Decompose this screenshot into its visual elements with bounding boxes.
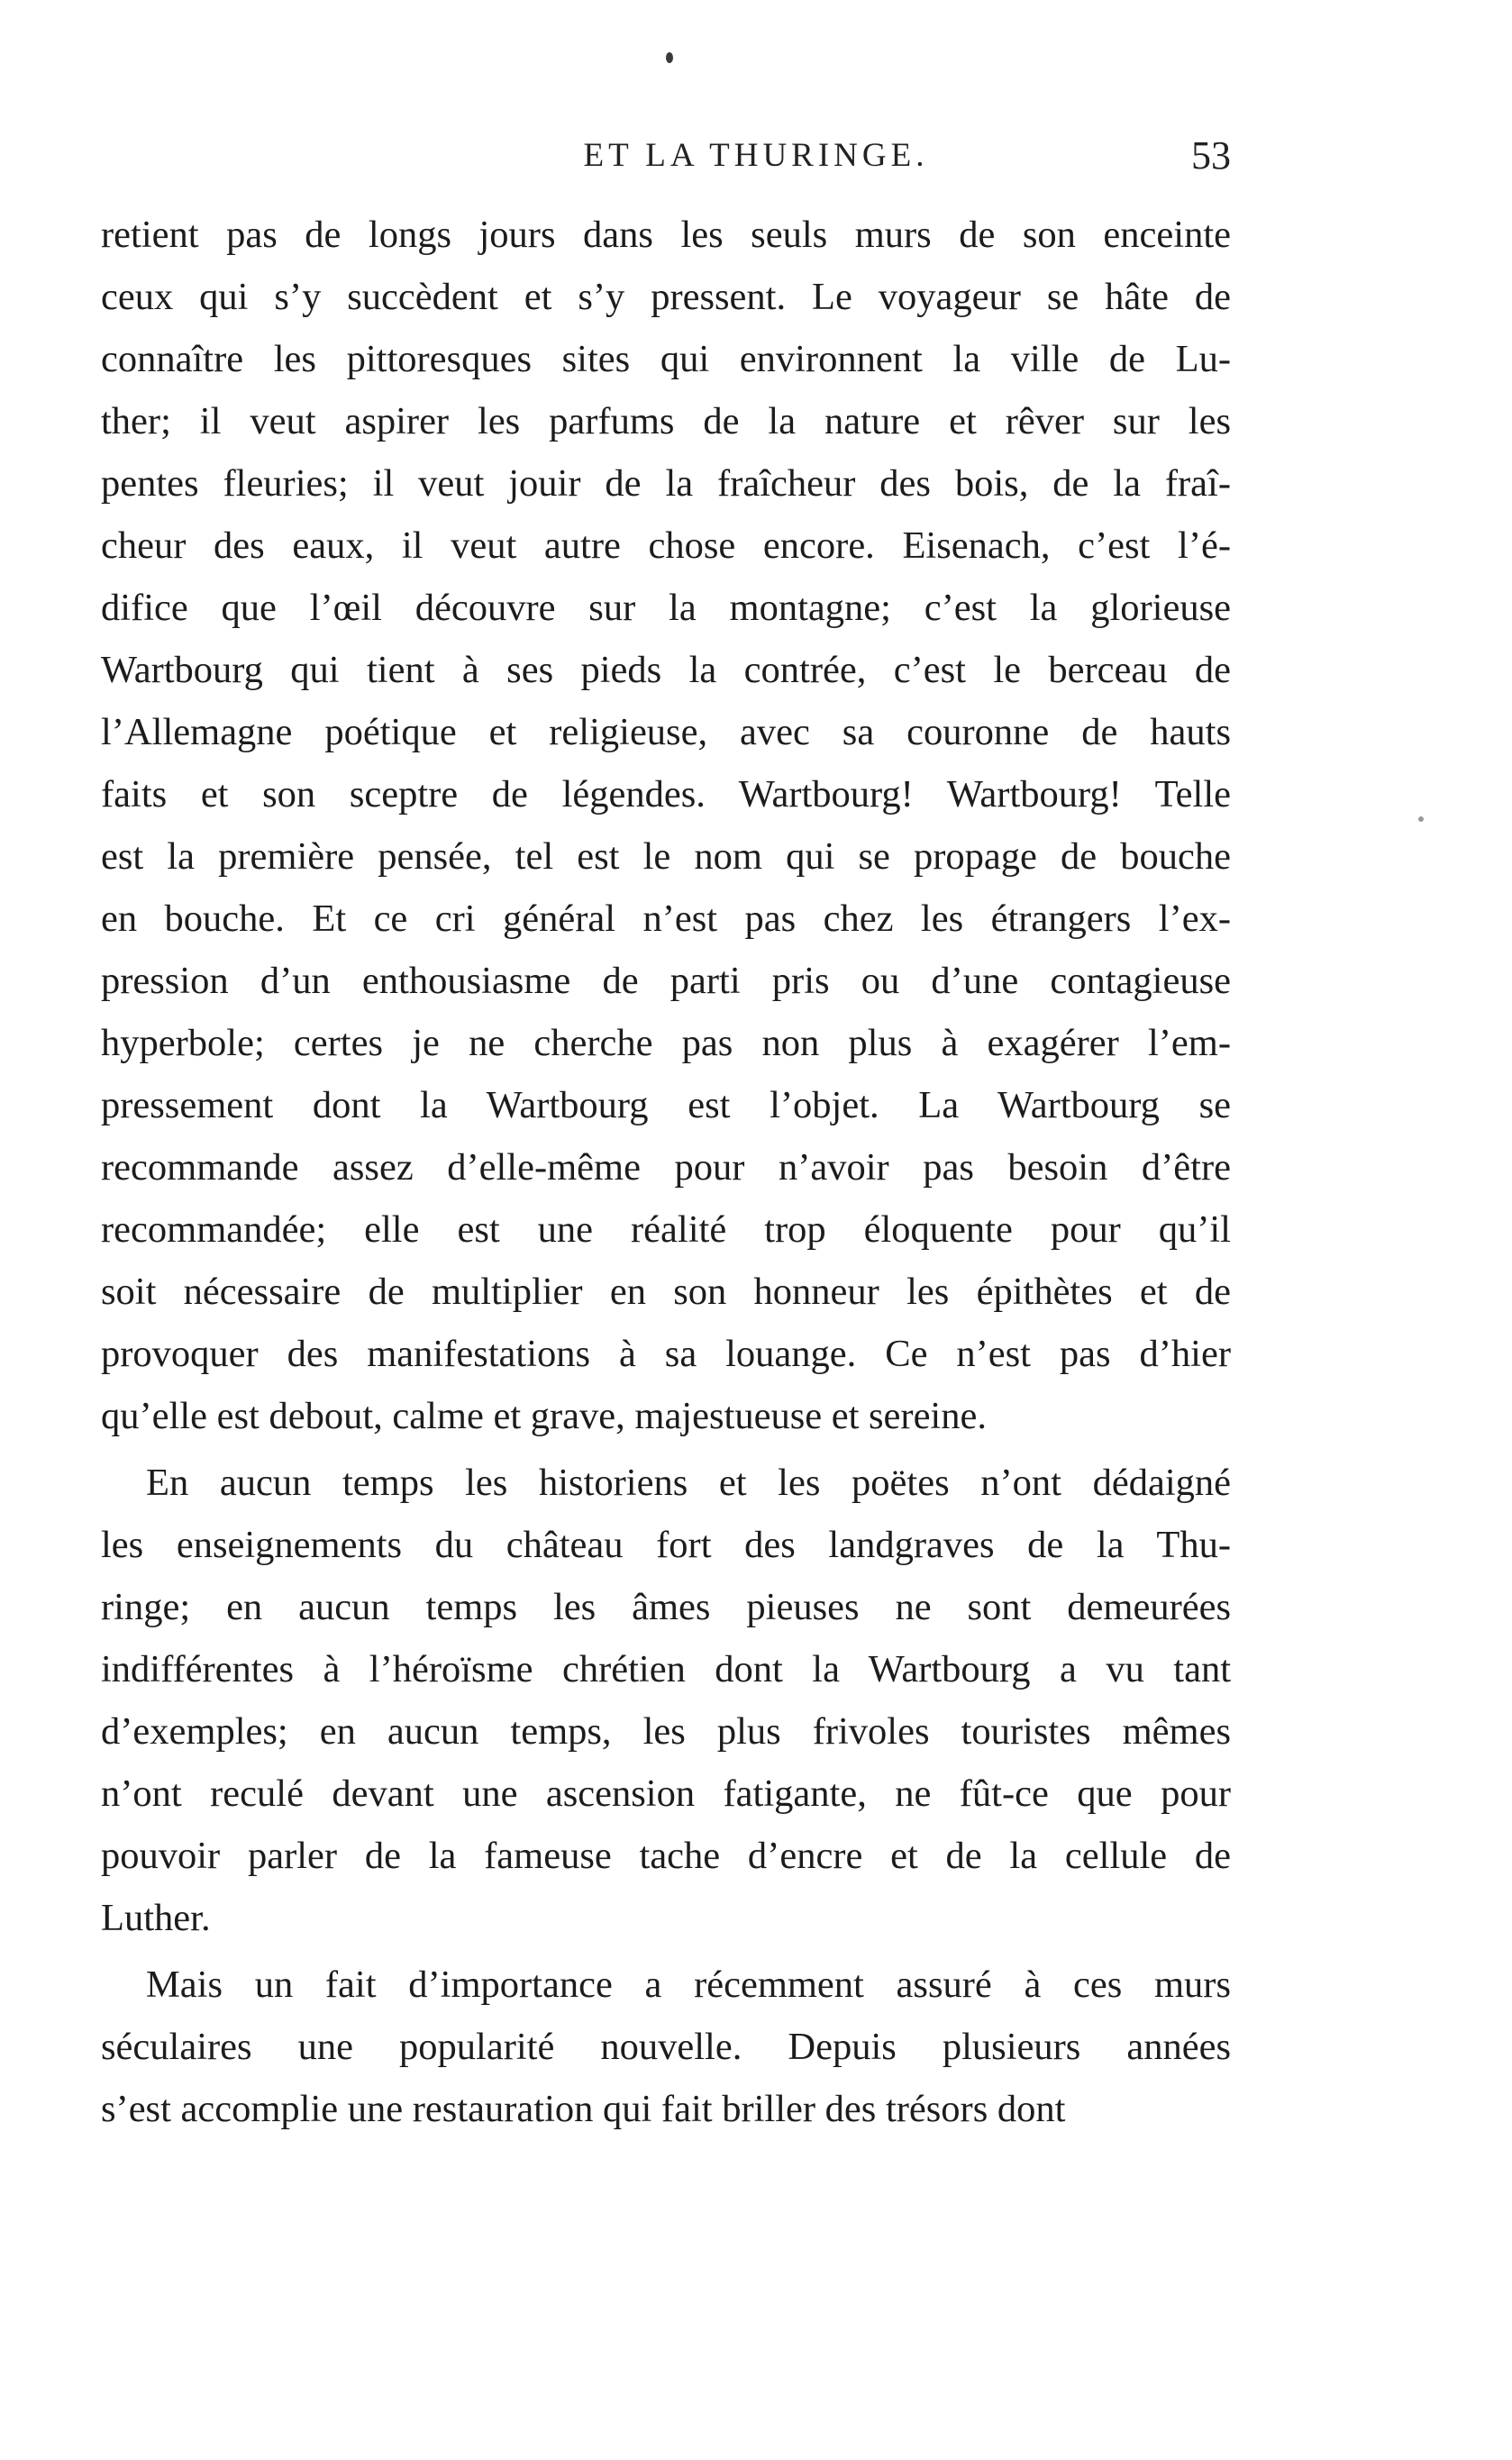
text-line: qu’elle est debout, calme et grave, majestueuse et sereine. (101, 1395, 987, 1437)
text-line: ceux qui s’y succèdent et s’y pressent. Le voyageur se hâte de (101, 276, 1231, 318)
text-line: s’est accomplie une restauration qui fait briller des trésors dont (101, 2088, 1066, 2130)
text-line: ther; il veut aspirer les parfums de la nature et rêver sur les (101, 400, 1231, 442)
ink-speck (666, 52, 673, 63)
text-line: soit nécessaire de multiplier en son honneur les épithètes et de (101, 1271, 1231, 1313)
text-line: n’ont reculé devant une ascension fatigante, ne fût-ce que pour (101, 1772, 1231, 1815)
text-line: pentes fleuries; il veut jouir de la fraîcheur des bois, de la fraî- (101, 462, 1231, 505)
text-line: retient pas de longs jours dans les seuls murs de son enceinte (101, 214, 1231, 256)
text-line: indifférentes à l’héroïsme chrétien dont la Wartbourg a vu tant (101, 1648, 1231, 1690)
text-line: provoquer des manifestations à sa louange. Ce n’est pas d’hier (101, 1333, 1231, 1375)
text-line: d’exemples; en aucun temps, les plus frivoles touristes mêmes (101, 1710, 1231, 1753)
text-line: recommande assez d’elle-même pour n’avoir pas besoin d’être (101, 1146, 1231, 1189)
text-line: ringe; en aucun temps les âmes pieuses ne sont demeurées (101, 1586, 1231, 1628)
text-line: Luther. (101, 1897, 211, 1939)
text-line: hyperbole; certes je ne cherche pas non plus à exagérer l’em- (101, 1022, 1231, 1064)
text-line: pouvoir parler de la fameuse tache d’encre et de la cellule de (101, 1835, 1231, 1877)
running-title: ET LA THURINGE. (583, 137, 929, 174)
text-line: difice que l’œil découvre sur la montagne; c’est la glorieuse (101, 587, 1231, 629)
text-line: Mais un fait d’importance a récemment assuré à ces murs (146, 1963, 1231, 2006)
text-line: les enseignements du château fort des landgraves de la Thu- (101, 1524, 1231, 1566)
margin-speck (1418, 816, 1424, 822)
text-line: pressement dont la Wartbourg est l’objet. La Wartbourg se (101, 1084, 1231, 1126)
text-line: En aucun temps les historiens et les poëtes n’ont dédaigné (146, 1462, 1231, 1504)
text-line: séculaires une popularité nouvelle. Depuis plusieurs années (101, 2026, 1231, 2068)
text-line: Wartbourg qui tient à ses pieds la contrée, c’est le berceau de (101, 649, 1231, 691)
text-line: cheur des eaux, il veut autre chose encore. Eisenach, c’est l’é- (101, 524, 1231, 567)
text-line: pression d’un enthousiasme de parti pris ou d’une contagieuse (101, 960, 1231, 1002)
paragraph (101, 1954, 1231, 2140)
text-line: faits et son sceptre de légendes. Wartbourg! Wartbourg! Telle (101, 773, 1231, 815)
text-line: en bouche. Et ce cri général n’est pas chez les étrangers l’ex- (101, 897, 1231, 940)
body-text (101, 204, 1231, 2140)
text-line: l’Allemagne poétique et religieuse, avec sa couronne de hauts (101, 711, 1231, 753)
text-line: est la première pensée, tel est le nom qui se propage de bouche (101, 835, 1231, 878)
text-line: connaître les pittoresques sites qui environnent la ville de Lu- (101, 338, 1231, 380)
running-head (0, 133, 1512, 178)
page-number: 53 (1191, 133, 1231, 178)
text-line: recommandée; elle est une réalité trop éloquente pour qu’il (101, 1208, 1231, 1251)
paragraph (101, 1452, 1231, 1949)
paragraph (101, 204, 1231, 1447)
